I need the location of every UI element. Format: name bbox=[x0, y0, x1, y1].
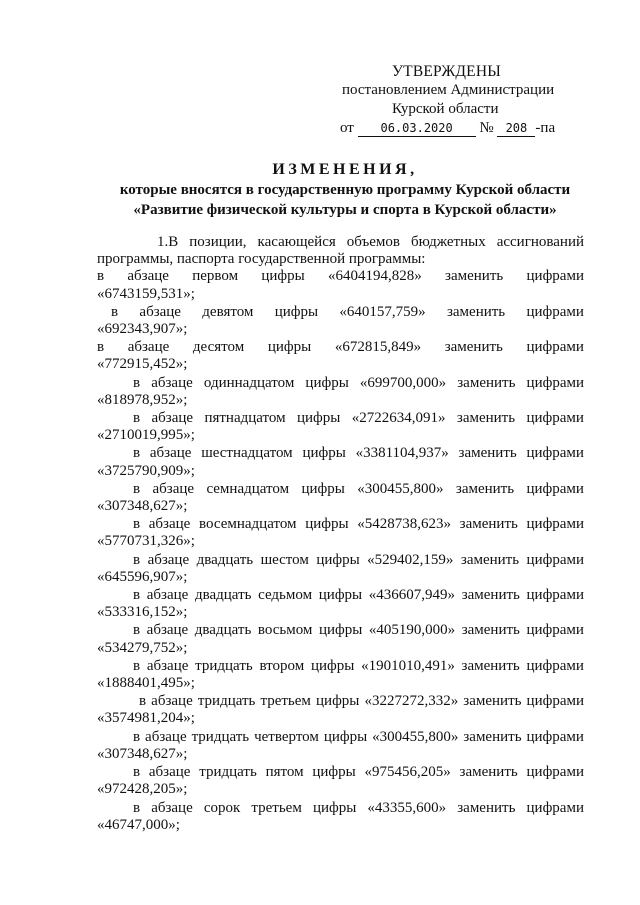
amendment-item bbox=[97, 516, 584, 550]
approval-line-2: Курской области bbox=[392, 101, 499, 117]
amendment-line bbox=[97, 764, 584, 781]
amendment-word: цифрами bbox=[526, 657, 584, 674]
amendment-word: четвертом bbox=[254, 728, 319, 745]
amendment-item bbox=[97, 375, 584, 409]
amendment-new-value: «972428,205»; bbox=[97, 781, 188, 798]
amendment-word: шестом bbox=[260, 551, 309, 568]
approval-date: 06.03.2020 bbox=[358, 120, 476, 137]
amendment-word: «975456,205» bbox=[364, 764, 451, 781]
amendment-word: абзаце bbox=[149, 445, 192, 462]
amendment-line bbox=[97, 729, 584, 746]
amendment-word: цифрами bbox=[526, 764, 584, 781]
amendment-line bbox=[97, 516, 584, 533]
amendment-word: в bbox=[133, 480, 141, 497]
amendment-new-value: «2710019,995»; bbox=[97, 427, 195, 444]
amendment-new-value: «818978,952»; bbox=[97, 391, 188, 408]
amendment-word: абзаце bbox=[151, 693, 193, 710]
amendment-word: абзаце bbox=[151, 374, 193, 391]
amendment-word: абзаце bbox=[139, 303, 181, 320]
amendment-line bbox=[97, 693, 584, 710]
amendment-word: в bbox=[133, 516, 141, 533]
amendment-line bbox=[97, 800, 584, 817]
amendment-word: «5428738,623» bbox=[357, 516, 451, 533]
amendment-new-value: «46747,000»; bbox=[97, 816, 180, 833]
amendment-new-value: «1888401,495»; bbox=[97, 675, 195, 692]
approval-block bbox=[340, 62, 580, 138]
amendment-word: в bbox=[133, 587, 141, 604]
amendment-word: цифрами bbox=[526, 268, 584, 285]
amendment-word: «300455,800» bbox=[372, 728, 459, 745]
amendment-word: абзаце bbox=[146, 622, 189, 639]
amendment-word: тридцать bbox=[197, 693, 256, 710]
amendment-item bbox=[97, 268, 584, 302]
amendment-word: цифрами bbox=[526, 374, 584, 391]
amendment-word: цифры bbox=[318, 587, 363, 604]
amendment-item bbox=[97, 587, 584, 621]
amendment-word: третьем bbox=[260, 693, 311, 710]
amendment-word: «1901010,491» bbox=[361, 657, 455, 674]
amendment-word: семнадцатом bbox=[206, 480, 290, 497]
amendment-line bbox=[97, 552, 584, 569]
amendment-line bbox=[97, 268, 584, 285]
amendment-word: абзаце bbox=[145, 728, 187, 745]
amendment-word: заменить bbox=[446, 303, 506, 320]
amendment-word: шестнадцатом bbox=[201, 445, 293, 462]
amendment-word: двадцать bbox=[196, 551, 254, 568]
amendment-word: заменить bbox=[461, 622, 520, 639]
amendment-word: тридцать bbox=[199, 764, 257, 781]
amendment-word: «405190,000» bbox=[368, 622, 456, 639]
amendment-word: заменить bbox=[463, 693, 522, 710]
amendment-word: абзаце bbox=[148, 764, 191, 781]
amendment-line bbox=[97, 658, 584, 675]
amendment-line bbox=[97, 339, 584, 356]
amendment-word: цифры bbox=[261, 268, 305, 285]
amendment-line bbox=[97, 622, 584, 639]
amendment-item bbox=[97, 622, 584, 656]
amendment-word: цифрами bbox=[526, 799, 584, 816]
amendment-list bbox=[97, 268, 584, 834]
amendment-word: десятом bbox=[192, 339, 245, 356]
amendment-word: в bbox=[133, 799, 141, 816]
heading-line-1: которые вносятся в государственную программу Курской области bbox=[119, 182, 571, 198]
amendment-word: заменить bbox=[461, 587, 520, 604]
amendment-word: абзаце bbox=[147, 551, 190, 568]
approval-number: 208 bbox=[497, 120, 535, 137]
heading-line-2: «Развитие физической культуры и спорта в Курской области» bbox=[133, 202, 557, 218]
amendment-word: абзаце bbox=[127, 268, 169, 285]
amendment-word: абзаце bbox=[151, 410, 194, 427]
amendment-new-value: «534279,752»; bbox=[97, 639, 188, 656]
amendment-word: цифры bbox=[318, 622, 363, 639]
amendment-word: абзаце bbox=[146, 657, 189, 674]
amendment-item bbox=[97, 339, 584, 373]
amendment-new-value: «3725790,909»; bbox=[97, 462, 195, 479]
amendment-word: двадцать bbox=[194, 587, 252, 604]
amendment-word: в bbox=[133, 657, 141, 674]
amendment-word: «6404194,828» bbox=[328, 268, 422, 285]
amendment-word: цифры bbox=[316, 551, 360, 568]
amendment-word: третьем bbox=[251, 799, 302, 816]
amendment-item bbox=[97, 552, 584, 586]
amendment-word: первом bbox=[192, 268, 239, 285]
amendment-word: абзаце bbox=[127, 339, 170, 356]
amendment-word: цифры bbox=[267, 339, 312, 356]
amendment-word: в bbox=[133, 374, 141, 391]
amendment-word: цифрами bbox=[526, 622, 584, 639]
amendment-word: цифрами bbox=[526, 516, 584, 533]
amendment-new-value: «772915,452»; bbox=[97, 356, 188, 373]
amendment-word: тридцать bbox=[191, 728, 250, 745]
amendment-word: в bbox=[111, 303, 119, 320]
amendment-word: «43355,600» bbox=[367, 799, 447, 816]
amendment-word: «2722634,091» bbox=[351, 410, 446, 427]
amendment-word: «699700,000» bbox=[359, 374, 447, 391]
amendment-word: цифры bbox=[323, 728, 368, 745]
amendment-line bbox=[97, 445, 584, 462]
amendment-word: девятом bbox=[202, 303, 254, 320]
amendment-word: в bbox=[133, 551, 141, 568]
amendment-word: цифрами bbox=[526, 480, 584, 497]
amendment-word: пятом bbox=[265, 764, 304, 781]
amendment-word: цифрами bbox=[526, 410, 584, 427]
intro-paragraph: 1.В позиции, касающейся объемов бюджетных ассигнований программы, паспорта государственной программы: bbox=[97, 234, 584, 268]
amendment-word: цифрами bbox=[526, 551, 584, 568]
amendment-word: цифры bbox=[305, 516, 349, 533]
number-suffix: -па bbox=[535, 120, 556, 136]
amendment-word: заменить bbox=[455, 480, 515, 497]
amendment-line bbox=[97, 375, 584, 392]
amendment-item bbox=[97, 304, 584, 338]
amendment-word: заменить bbox=[460, 551, 520, 568]
amendment-item bbox=[97, 800, 584, 834]
amendment-item bbox=[97, 693, 584, 727]
amendment-word: цифрами bbox=[526, 728, 584, 745]
amendment-item bbox=[97, 481, 584, 515]
amendment-word: «300455,800» bbox=[357, 480, 444, 497]
amendment-word: в bbox=[133, 728, 141, 745]
amendment-word: цифрами bbox=[526, 445, 584, 462]
amendment-word: «640157,759» bbox=[339, 303, 426, 320]
amendment-word: заменить bbox=[444, 339, 503, 356]
document-body bbox=[97, 234, 584, 835]
amendment-word: цифрами bbox=[526, 693, 584, 710]
amendment-new-value: «5770731,326»; bbox=[97, 533, 195, 550]
amendment-word: восьмом bbox=[257, 622, 313, 639]
amendment-word: заменить bbox=[459, 764, 518, 781]
amendment-word: в bbox=[133, 622, 141, 639]
amendment-word: заменить bbox=[458, 445, 517, 462]
amendment-line bbox=[97, 587, 584, 604]
amendment-word: абзаце bbox=[148, 516, 191, 533]
amendment-word: тридцать bbox=[195, 657, 253, 674]
amendment-new-value: «3574981,204»; bbox=[97, 710, 195, 727]
amendment-new-value: «533316,152»; bbox=[97, 604, 188, 621]
amendment-word: в bbox=[133, 445, 141, 462]
amendment-line bbox=[97, 481, 584, 498]
amendment-word: цифры bbox=[274, 303, 319, 320]
amendment-word: седьмом bbox=[258, 587, 313, 604]
amendment-word: одиннадцатом bbox=[203, 374, 295, 391]
amendment-word: заменить bbox=[461, 657, 520, 674]
amendment-word: абзаце bbox=[146, 587, 189, 604]
approval-date-line bbox=[340, 119, 580, 138]
amendment-word: в bbox=[97, 268, 105, 285]
amendment-new-value: «692343,907»; bbox=[97, 321, 188, 338]
number-prefix: № bbox=[479, 120, 494, 136]
amendment-line bbox=[97, 304, 584, 321]
amendment-new-value: «307348,627»; bbox=[97, 498, 188, 515]
amendment-word: цифрами bbox=[526, 303, 584, 320]
amendment-word: цифры bbox=[312, 799, 357, 816]
amendment-new-value: «6743159,531»; bbox=[97, 285, 195, 302]
amendment-word: втором bbox=[259, 657, 305, 674]
amendment-word: заменить bbox=[457, 374, 516, 391]
amendment-word: цифрами bbox=[526, 339, 584, 356]
amendment-word: заменить bbox=[445, 268, 504, 285]
amendment-word: «3227272,332» bbox=[364, 693, 459, 710]
amendment-word: заменить bbox=[459, 516, 518, 533]
amendment-word: «3381104,937» bbox=[355, 445, 449, 462]
amendment-word: заменить bbox=[456, 410, 516, 427]
amendment-word: цифры bbox=[302, 445, 346, 462]
amendment-item bbox=[97, 410, 584, 444]
amendment-word: абзаце bbox=[151, 799, 193, 816]
amendment-word: заменить bbox=[463, 728, 522, 745]
amendment-word: абзаце bbox=[152, 480, 195, 497]
amendment-word: в bbox=[133, 410, 141, 427]
amendment-item bbox=[97, 445, 584, 479]
amendment-word: сорок bbox=[203, 799, 241, 816]
date-prefix: от bbox=[340, 120, 354, 136]
amendment-word: цифры bbox=[305, 374, 349, 391]
amendment-word: цифрами bbox=[526, 587, 584, 604]
amendment-word: в bbox=[133, 764, 141, 781]
amendment-word: цифры bbox=[312, 764, 356, 781]
heading-title: ИЗМЕНЕНИЯ, bbox=[272, 161, 418, 178]
amendment-item bbox=[97, 729, 584, 763]
amendment-new-value: «307348,627»; bbox=[97, 745, 188, 762]
amendment-word: в bbox=[139, 693, 147, 710]
amendment-item bbox=[97, 764, 584, 798]
amendment-word: восемнадцатом bbox=[199, 516, 297, 533]
amendment-new-value: «645596,907»; bbox=[97, 568, 188, 585]
document-heading bbox=[80, 160, 610, 220]
amendment-word: цифры bbox=[316, 693, 360, 710]
amendment-line bbox=[97, 410, 584, 427]
amendment-word: «529402,159» bbox=[367, 551, 454, 568]
amendment-word: пятнадцатом bbox=[204, 410, 286, 427]
amendment-word: «672815,849» bbox=[334, 339, 422, 356]
approval-title: УТВЕРЖДЕНЫ bbox=[392, 63, 501, 80]
amendment-word: в bbox=[97, 339, 105, 356]
approval-line-1: постановлением Администрации bbox=[342, 82, 555, 98]
amendment-word: «436607,949» bbox=[368, 587, 456, 604]
amendment-word: цифры bbox=[297, 410, 341, 427]
amendment-item bbox=[97, 658, 584, 692]
amendment-word: цифры bbox=[301, 480, 345, 497]
amendment-word: цифры bbox=[310, 657, 355, 674]
amendment-word: заменить bbox=[457, 799, 516, 816]
amendment-word: двадцать bbox=[194, 622, 252, 639]
